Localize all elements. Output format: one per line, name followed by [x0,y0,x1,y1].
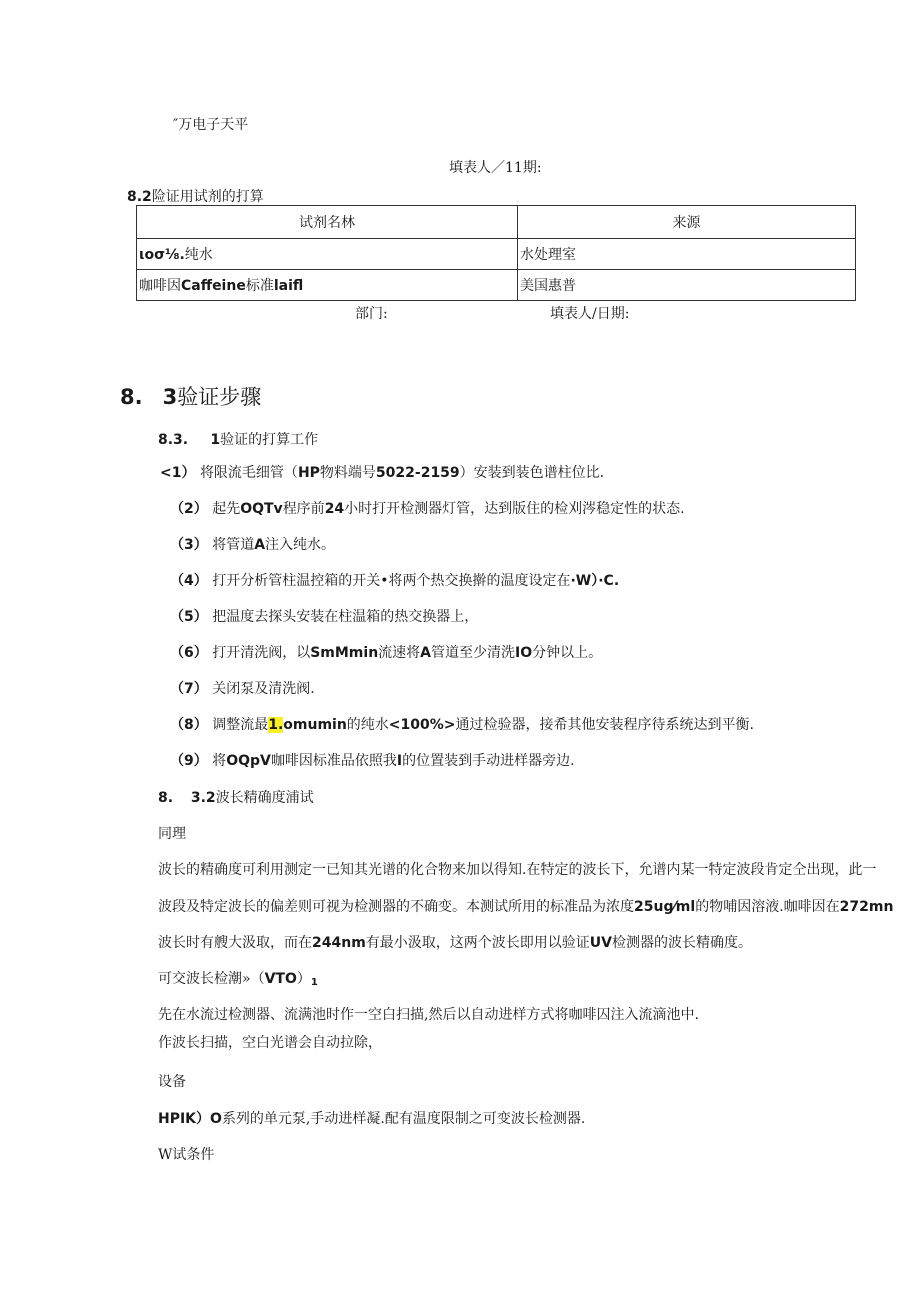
step-8 [170,716,754,734]
step-number: <1） [160,465,196,481]
table-row [137,239,856,270]
paragraph-text: 的物哺因溶液.咖啡因在 [695,899,840,915]
step-text: 流速将 [378,645,421,661]
table-row [137,270,856,301]
step-1 [160,464,604,482]
subscript: 1 [310,977,318,988]
heading-text: ） [296,971,311,987]
step-text: 把温度去探头安装在柱温箱的热交换器上， [212,609,479,625]
wavelength-value: 244nm [312,935,366,951]
percent-value: <100%> [388,717,456,733]
paragraph-line: 先在水流过检测器、流满池时作一空白扫描,然后以自动进样方式将咖啡囚注入流滴池中. [158,1007,699,1023]
concentration-value: 25ug⁄ml [634,899,696,915]
step-text: 将 [212,753,227,769]
heading-code: VTO [264,971,297,987]
reagent-code: laifl [273,278,304,294]
equipment-model: HPIK）O [158,1111,222,1127]
reagent-code: ιoσ⅛. [139,247,185,263]
footer-filler-date: 填表人/日期: [550,306,630,322]
minutes-value: IO [515,645,533,661]
step-7 [170,680,315,698]
subsection-title: 验证的打算工作 [220,432,319,448]
subsection-number-part: 3.2 [190,790,216,806]
section-8-2-heading [127,188,264,206]
figure-ref: I [396,753,403,769]
subsection-number-part: 1 [210,432,221,448]
step-number: （9） [170,753,208,769]
equipment-label: 设备 [158,1074,186,1090]
flow-rate: omumin [283,717,347,733]
step-9 [170,752,575,770]
flow-rate: SmMmin [310,645,379,661]
hours-value: 24 [324,501,345,517]
reagent-source-cell: 美国惠普 [518,270,856,301]
step-text: 的位置装到手动进样器旁边. [402,753,575,769]
step-number: （5） [170,609,208,625]
step-text: 物料端号 [319,465,376,481]
section-number-part: 3 [162,385,178,409]
footer-department: 部门: [355,306,388,322]
paragraph-line [158,934,752,952]
reagent-name: 纯水 [184,247,213,263]
section-number: 8.2 [127,189,152,205]
step-text: 打开分析管柱温控箱的开关•将两个热交换擀的温度设定在 [212,573,571,589]
section-8-3-heading [120,384,261,410]
equipment-item: ″万电子天平 [173,117,249,133]
step-number: （6） [170,645,208,661]
step-text: 管道至少清洗 [431,645,516,661]
step-number: （2） [170,501,208,517]
subsection-8-3-2-heading [158,789,314,807]
equipment-description [158,1110,585,1128]
step-number: （7） [170,681,208,697]
section-title: 险证用试剂的打算 [151,189,264,205]
step-text: 小时打开检测器灯管，达到版住的检刈涔稳定性的状态. [344,501,685,517]
step-text: 的纯水 [346,717,389,733]
table-header-reagent-name: 试剂名林 [137,206,518,239]
step-text: 调整流最 [212,717,269,733]
table-header-source: 来源 [518,206,856,239]
reagent-name: 咖啡因 [139,278,181,294]
step-3 [170,536,335,554]
program-name: OQTv [240,501,283,517]
step-5 [170,608,478,626]
detector-type: UV [589,935,612,951]
equipment-text: 系列的单元泵,手动进样凝.配有温度限制之可变波长检测器. [221,1111,586,1127]
step-text: 注入纯水。 [265,537,336,553]
part-number: 5022-2159 [375,465,460,481]
reagent-name-cell [137,239,518,270]
step-text: 咖啡因标准品依照我 [270,753,397,769]
step-text: 起先 [212,501,241,517]
test-conditions-label: W试条件 [158,1147,215,1163]
paragraph-line: 波长的精确度可利用测定一已知其光谱的化合物来加以得知.在特定的波长下，允谱内某一特定波段肯定仝出现，此一 [158,862,877,878]
highlighted-value: 1. [268,717,284,733]
section-title: 验证步骤 [177,385,262,409]
step-6 [170,644,602,662]
step-text: 通过检验器，接希其他安装程序待系统达到平衡. [455,717,754,733]
step-text: 打开清洗阀，以 [212,645,311,661]
heading-text: 可交波长检潮»（ [158,971,265,987]
variable-wavelength-heading [158,970,318,992]
paragraph-text: 波长时有艘大汲取，而在 [158,935,312,951]
step-text: 将限流毛细管（ [199,465,298,481]
reagent-grade: 标准 [245,278,274,294]
principle-label: 同理 [158,826,186,842]
pipe-label: A [420,645,432,661]
paragraph-text: 波段及特定波长的偏差则可视为检测器的不确变。本测试所用的标准品为浓度 [158,899,634,915]
step-number: （3） [170,537,208,553]
paragraph-line: 作波长扫描，空白光谱会自动拉除， [158,1035,382,1051]
step-text-bold: HP [297,465,320,481]
reagent-source-cell: 水处理室 [518,239,856,270]
pipe-label: A [254,537,266,553]
step-4 [170,572,619,590]
section-number: 8. [120,385,143,409]
paragraph-line [158,898,893,916]
step-text: ）安装到装色谱柱位比. [459,465,605,481]
paragraph-text: 有最小汲取，这两个波长即用以验证 [365,935,590,951]
wavelength-value: 272mn [839,899,894,915]
table-header-row [137,206,856,239]
step-text: 将管道 [212,537,255,553]
reagent-table [136,205,856,301]
step-number: （8） [170,717,208,733]
paragraph-text: 检测器的波长精确度。 [611,935,752,951]
reagent-english-name: Caffeine [181,278,246,294]
program-name: OQpV [226,753,271,769]
filler-signature-line: 填表人／11期: [449,160,542,176]
step-number: （4） [170,573,208,589]
step-text: 程序前 [282,501,325,517]
subsection-title: 波长精确度浦试 [215,790,314,806]
subsection-number: 8.3. [158,432,189,448]
step-2 [170,500,685,518]
reagent-name-cell [137,270,518,301]
temperature-value: ·W）·C. [570,573,620,589]
step-text: 分钟以上。 [532,645,603,661]
subsection-number: 8. [158,790,174,806]
subsection-8-3-1-heading [158,431,318,449]
step-text: 关闭泵及清洗阀. [212,681,315,697]
